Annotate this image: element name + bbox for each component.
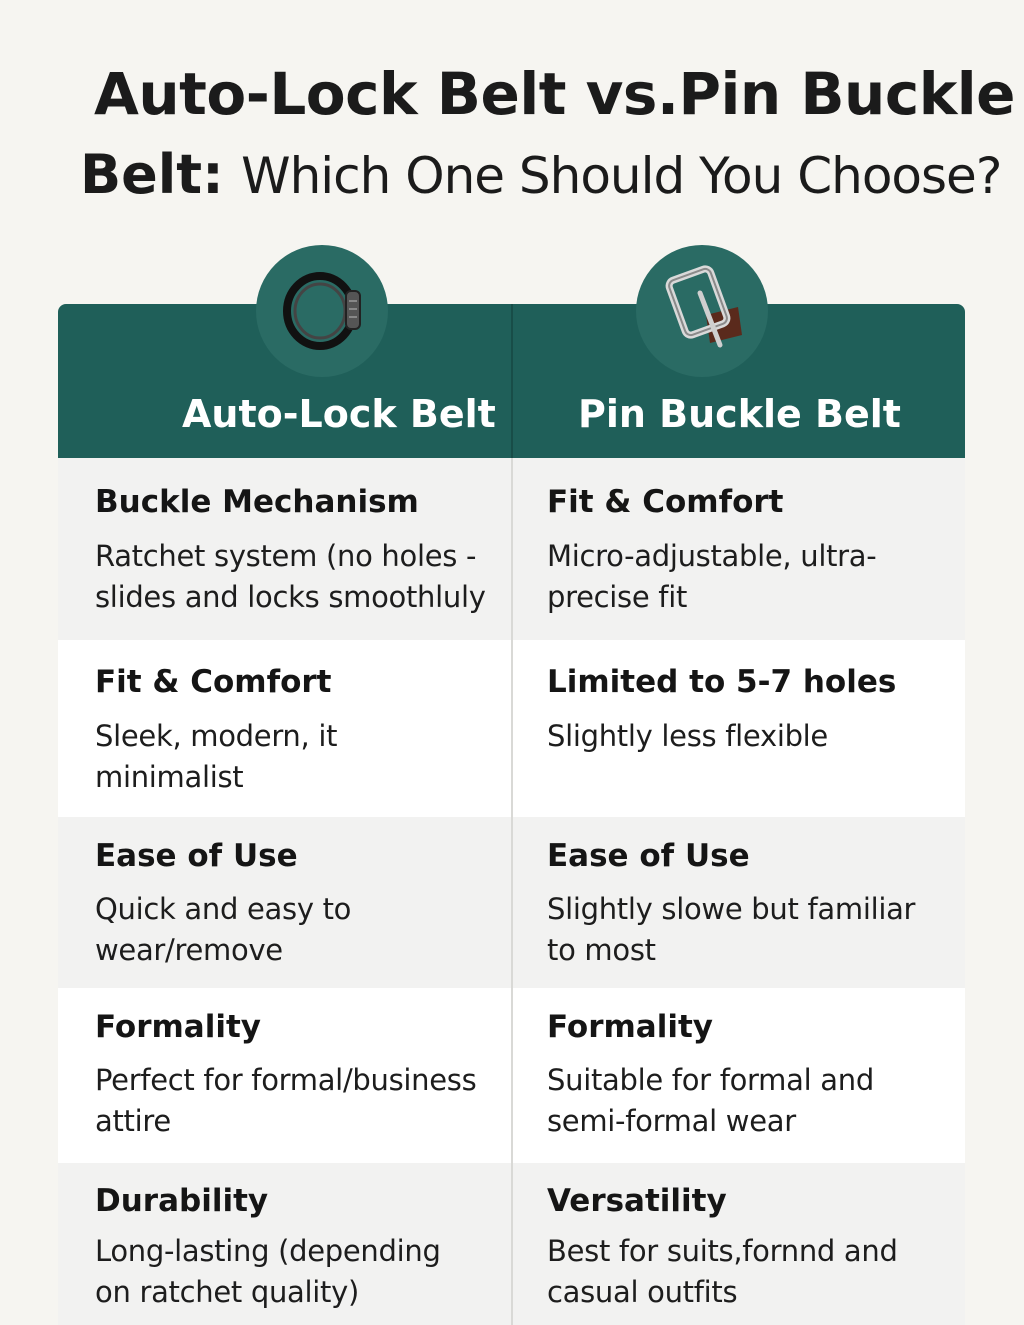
column-header-auto-lock: Auto-Lock Belt <box>182 392 496 436</box>
cell-body: Sleek, modern, it minimalist <box>95 719 338 794</box>
page-title-line2 <box>80 143 1001 206</box>
table-cell <box>513 1163 965 1325</box>
cell-title: Durability <box>95 1183 269 1219</box>
column-header-pin-buckle: Pin Buckle Belt <box>578 392 901 436</box>
cell-title: Ease of Use <box>95 838 298 874</box>
table-header <box>58 304 965 458</box>
title-question: Which One Should You Choose? <box>241 147 1002 205</box>
header-divider <box>511 304 513 458</box>
table-cell <box>58 640 511 817</box>
table-cell <box>58 988 511 1163</box>
cell-body: Slightly slowe but familiar to most <box>547 892 916 967</box>
cell-body: Slightly less flexible <box>547 719 828 753</box>
table-cell <box>513 640 965 817</box>
cell-body: Perfect for formal/business attire <box>95 1063 477 1138</box>
column-divider <box>511 458 513 1325</box>
page-title-line1: Auto-Lock Belt vs.Pin Buckle <box>94 60 1016 128</box>
cell-title: Limited to 5-7 holes <box>547 664 897 700</box>
cell-title: Ease of Use <box>547 838 750 874</box>
table-cell <box>58 817 511 988</box>
cell-body: Quick and easy to wear/remove <box>95 892 352 967</box>
cell-body: Best for suits,fornnd and casual outfits <box>547 1234 898 1309</box>
cell-title: Formality <box>95 1009 262 1045</box>
cell-body: Micro-adjustable, ultra-precise fit <box>547 539 877 614</box>
ratchet-belt-buckle-icon <box>256 245 388 377</box>
table-cell <box>513 458 965 640</box>
table-cell <box>513 988 965 1163</box>
cell-body: Ratchet system (no holes - slides and locks smoothluly <box>95 539 486 614</box>
table-cell <box>58 1163 511 1325</box>
cell-title: Versatility <box>547 1183 727 1219</box>
cell-title: Fit & Comfort <box>95 664 332 700</box>
table-cell <box>513 817 965 988</box>
cell-body: Suitable for formal and semi-formal wear <box>547 1063 874 1138</box>
comparison-table <box>58 304 965 1325</box>
pin-buckle-icon <box>636 245 768 377</box>
cell-title: Fit & Comfort <box>547 484 784 520</box>
cell-title: Buckle Mechanism <box>95 484 419 520</box>
cell-title: Formality <box>547 1009 714 1045</box>
title-strong-word: Belt: <box>80 143 224 206</box>
table-cell <box>58 458 511 640</box>
cell-body: Long-lasting (depending on ratchet quality) <box>95 1234 441 1309</box>
